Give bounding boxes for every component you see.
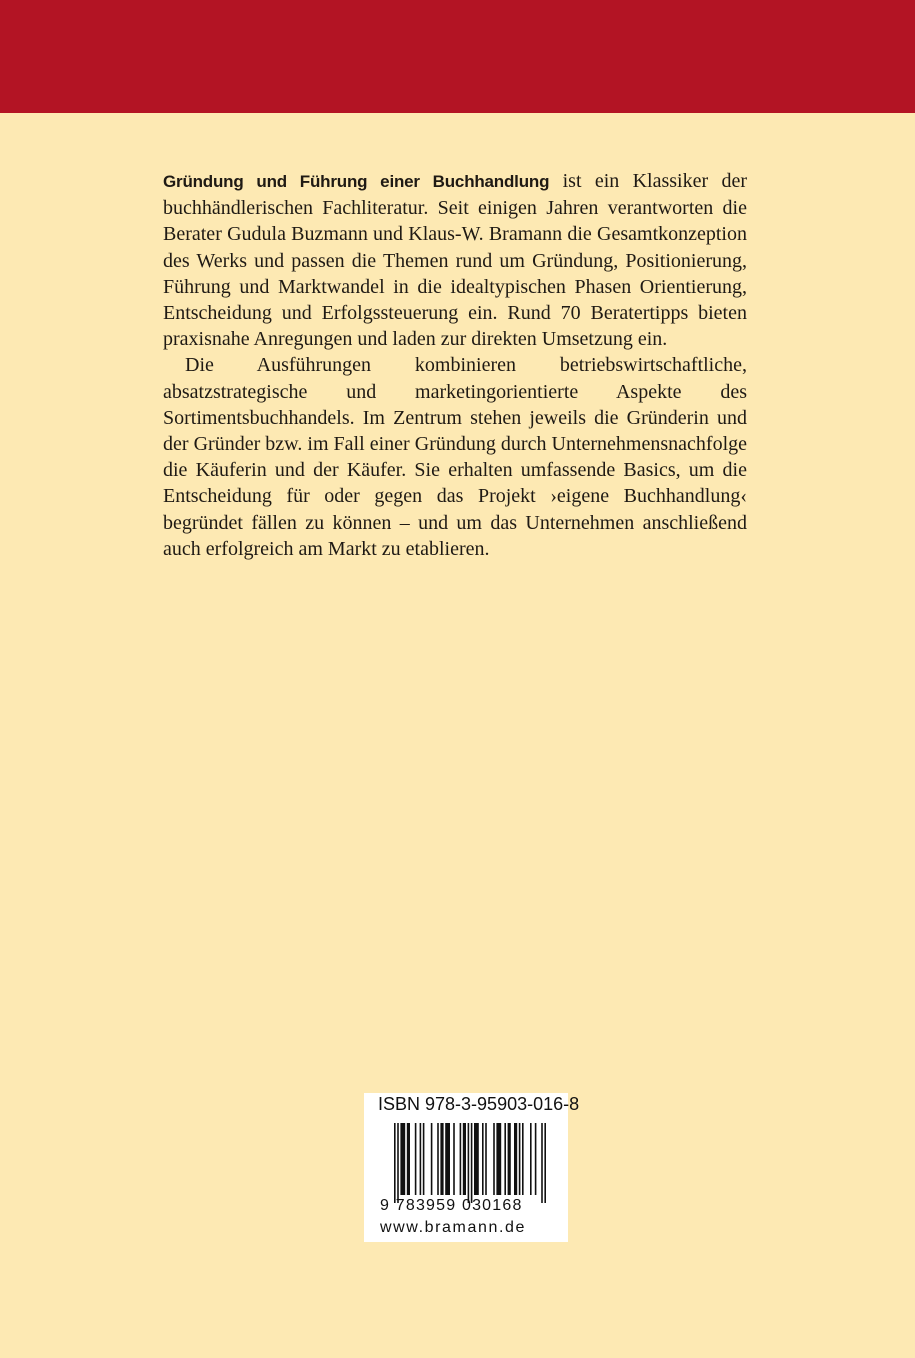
- ean-digits: 9 783959 030168: [380, 1197, 523, 1214]
- barcode-bar: [415, 1123, 417, 1195]
- barcode-bar: [460, 1123, 462, 1195]
- publisher-website: www.bramann.de: [380, 1219, 527, 1236]
- barcode-bar: [453, 1123, 455, 1195]
- back-cover-blurb: [163, 168, 747, 562]
- barcode-bar: [519, 1123, 521, 1195]
- blurb-paragraph-1: [163, 168, 747, 352]
- barcode-bar: [468, 1123, 470, 1203]
- barcode-bar: [445, 1123, 450, 1195]
- barcode-bar: [420, 1123, 422, 1195]
- barcode-bar: [394, 1123, 396, 1203]
- barcode-bar: [440, 1123, 443, 1195]
- barcode-bar: [522, 1123, 524, 1195]
- barcode-bar: [508, 1123, 511, 1195]
- top-color-band: [0, 0, 915, 113]
- barcode-bar: [397, 1123, 399, 1203]
- barcode-bar: [530, 1123, 532, 1195]
- book-title: Gründung und Führung einer Buchhandlung: [163, 172, 550, 191]
- barcode-bar: [431, 1123, 433, 1195]
- barcode-bar: [482, 1123, 484, 1195]
- barcode-bar: [471, 1123, 473, 1203]
- barcode-bar: [400, 1123, 405, 1195]
- barcode-bar: [474, 1123, 479, 1195]
- barcode-bar: [437, 1123, 439, 1195]
- blurb-paragraph-1-text: ist ein Klassiker der buchhändlerischen Fachliteratur. Seit einigen Jahren verantworten die Berater Gudula Buzmann und Klaus-W. Bramann die Gesamtkonzeption des Werks und passen die Themen rund um Gründung, Positionierung, Führung und Marktwandel in die idealtypischen Phasen Orientierung, Entscheidung und Erfolgssteuerung ein. Rund 70 Beratertipps bieten praxisnahe Anregungen und laden zur direkten Umsetzung ein.: [163, 170, 747, 351]
- isbn-barcode-label: [364, 1093, 580, 1242]
- barcode-bar: [535, 1123, 537, 1195]
- barcode-bar: [423, 1123, 425, 1195]
- barcode-bar: [541, 1123, 543, 1203]
- isbn-number: ISBN 978-3-95903-016-8: [378, 1094, 580, 1114]
- barcode-bar: [496, 1123, 501, 1195]
- blurb-paragraph-2: Die Ausführungen kombinieren betriebswirtschaftliche, absatzstrategische und marketingorientierte Aspekte des Sortimentsbuchhandels. Im Zentrum stehen jeweils die Gründerin und der Gründer bzw. im Fall einer Gründung durch Unternehmensnachfolge die Käuferin und der Käufer. Sie erhalten umfassende Basics, um die Entscheidung für oder gegen das Projekt ›eigene Buchhandlung‹ begründet fällen zu können – und um das Unternehmen anschließend auch erfolgreich am Markt zu etablieren.: [163, 354, 747, 560]
- barcode-bar: [407, 1123, 410, 1195]
- barcode-bar: [544, 1123, 546, 1203]
- barcode-bar: [514, 1123, 517, 1195]
- barcode-bar: [493, 1123, 495, 1195]
- barcode-bar: [485, 1123, 487, 1195]
- barcode-bar: [504, 1123, 506, 1195]
- barcode-bar: [463, 1123, 466, 1195]
